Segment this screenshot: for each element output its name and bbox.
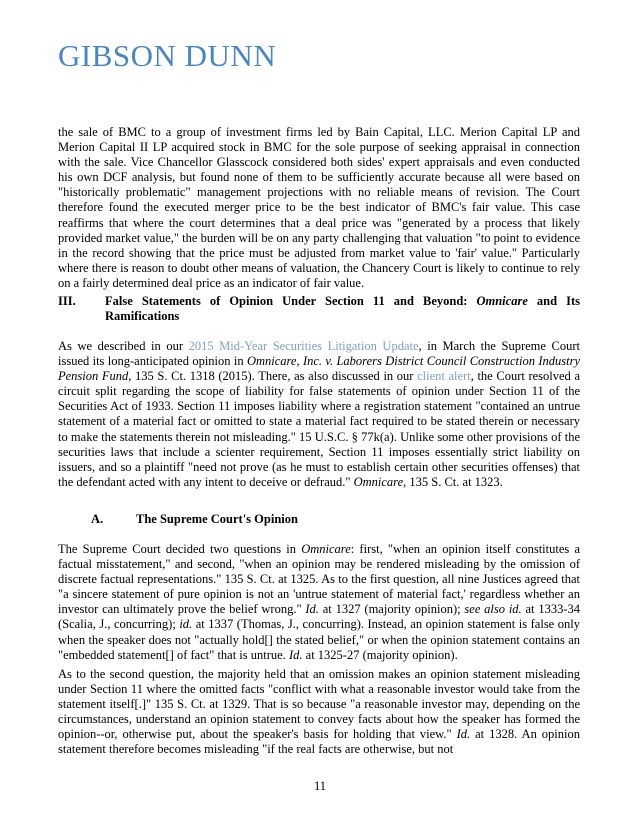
paragraph-bmc-appraisal: the sale of BMC to a group of investment firms led by Bain Capital, LLC. Merion Capital LP and Merion Capital II LP acquired stock in BMC for the sole purpose of seeking appraisal in connection with the sale. Vice Chancellor Glasscock considered both sides' expert appraisals and even conducted his own DCF analysis, but found none of them to be sufficiently accurate because all were based on "historically problematic" management projections with no reliable means of revision. The Court therefore found the executed merger price to be the best indicator of BMC's fair value. This case reaffirms that where the court determines that a deal price was "generated by a process that likely provided market value," the burden will be on any party challenging that valuation "to point to evidence in the record showing that the price must be adjusted from market value to 'fair' value." Particularly where there is reason to doubt other means of valuation, the Chancery Court is likely to continue to rely on a fairly determined deal price as an indicator of fair value. xyxy=(58,125,580,290)
gibson-dunn-logo: GIBSON DUNN xyxy=(58,38,277,73)
subsection-title: The Supreme Court's Opinion xyxy=(136,512,298,526)
paragraph-second-question: As to the second question, the majority held that an omission makes an opinion statement misleading under Section 11 where the omitted facts "conflict with what a reasonable investor would take from the statement itself[.]" 135 S. Ct. at 1329. That is so because "a reasonable investor may, depending on the circumstances, understand an opinion statement to convey facts about how the speaker has formed the opinion--or, otherwise put, about the speaker's basis for holding that view." Id. at 1328. An opinion statement therefore becomes misleading "if the real facts are otherwise, but not xyxy=(58,667,580,757)
midyear-update-link[interactable]: 2015 Mid-Year Securities Litigation Update xyxy=(188,339,419,353)
paragraph-two-questions: The Supreme Court decided two questions in Omnicare: first, "when an opinion itself constitutes a factual misstatement," and second, "when an opinion may be rendered misleading by the omission of discrete factual representations." 135 S. Ct. at 1325. As to the first question, all nine Justices agreed that "a sincere statement of pure opinion is not an 'untrue statement of material fact,' regardless whether an investor can ultimately prove the belief wrong." Id. at 1327 (majority opinion); see also id. at 1333-34 (Scalia, J., concurring); id. at 1337 (Thomas, J., concurring). Instead, an opinion statement is false only when the speaker does not "actually hold[] the stated belief," or when the opinion statement contains an "embedded statement[] of fact" that is untrue. Id. at 1325-27 (majority opinion). xyxy=(58,542,581,662)
page-number: 11 xyxy=(313,779,327,793)
client-alert-link[interactable]: client alert xyxy=(417,369,471,384)
paragraph-omnicare-intro: As we described in our 2015 Mid-Year Securities Litigation Update, in March the Supreme Court issued its long-anticipated opinion in Omnicare, Inc. v. Laborers District Council Construction Industry Pension Fund, 135 S. Ct. 1318 (2015). There, as also discussed in our client alert, the Court resolved a circuit split regarding the scope of liability for false statements of opinion under Section 11 of the Securities Act of 1933. Section 11 imposes liability where a registration statement "contained an untrue statement of a material fact or omitted to state a material fact required to be stated therein or necessary to make the statements therein not misleading." 15 U.S.C. § 77k(a). Unlike some other provisions of the securities laws that include a scienter requirement, Section 11 imposes essentially strict liability on issuers, and so a plaintiff "need not prove (as he must to establish certain other securities offenses) that the defendant acted with any intent to deceive or defraud." Omnicare, 135 S. Ct. at 1323. xyxy=(58,339,580,489)
subsection-letter: A. xyxy=(91,512,104,526)
section-number: III. xyxy=(58,294,76,308)
section-title-line2: Ramifications xyxy=(105,309,180,323)
section-title-line1: False Statements of Opinion Under Section 11 and Beyond: Omnicare and Its xyxy=(105,294,581,308)
